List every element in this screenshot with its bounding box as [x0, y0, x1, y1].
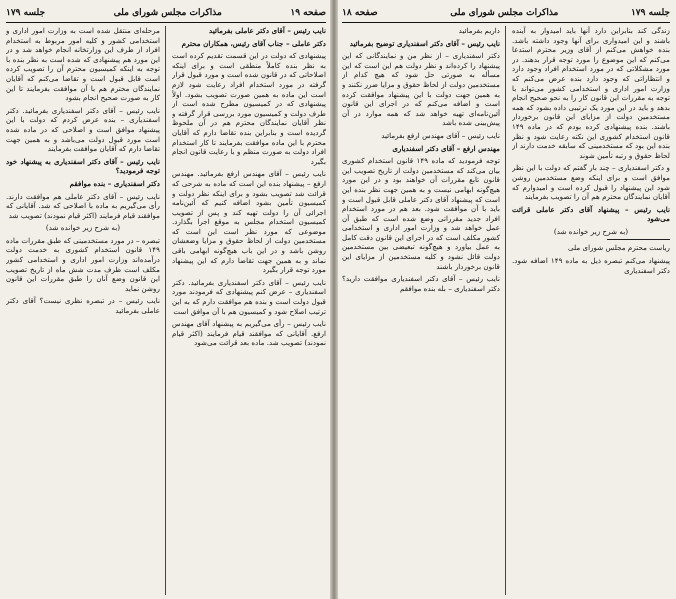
transcript-paragraph: نایب رئیس – آقای دکتر عاملی هم موافقت دارند. رأی می‌گیریم به ماده با اصلاحی که شد. آقایانی که موافقند قیام فرمایند (اکثر قیام نمودند) تصویب شد [6, 191, 160, 220]
header-page-label: صفحه ۱۸ [342, 8, 378, 18]
transcript-paragraph: داریم بفرمائید [458, 26, 500, 35]
speaker-line: دکتر اسفندیاری – بنده موافقم [69, 178, 160, 188]
text-column [172, 26, 326, 595]
transcript-paragraph: نایب رئیس – آقای مهندس ارفع بفرمائید [381, 130, 500, 140]
header-session: جلسه ۱۷۹ [630, 8, 670, 18]
header-title: مذاکرات مجلس شورای ملی [450, 8, 559, 18]
text-column [342, 26, 506, 595]
transcript-paragraph: ریاست محترم مجلس شورای ملی [567, 243, 670, 253]
transcript-paragraph: پیشنهادی که دولت در این قسمت تقدیم کرده است به نظر بنده کاملاً منطقی است و برای اینکه اصلاحاتی که در قانون شده است و مورد قبول قرار گرفته در مورد استخدام افراد رعایت شود لازم است این ماده به همین صورت تصویب بشود. اولاً پیشنهادی که در کمیسیون مطرح شده است از طرف دولت و کمیسیون مورد بررسی قرار گرفته و نظر آقایان نمایندگان محترم هم در آن ملحوظ گردیده است و بنابراین بنده تقاضا دارم که آقایان محترم با این ماده موافقت بفرمایند تا کار استخدام افراد دولت به صورت منظم و با رعایت قانون انجام بگیرد [172, 51, 326, 166]
transcript-paragraph: دکتر اسفندیاری – از نظر من و نمایندگانی که این پیشنهاد را کرده‌اند و نظر دولت هم این است که این مسأله به صورتی حل شود که هیچ کدام از مستخدمین دولت از لحاظ حقوق و مزایا ضرر نکنند و به همین جهت دولت با این پیشنهاد موافقت کرده است و اضافه می‌کنم که در اجرای این قانون آئین‌نامه‌ای تهیه خواهد شد که همه موارد در آن پیش‌بینی شده باشد [342, 51, 500, 128]
transcript-paragraph: نایب رئیس – در تبصره نظری نیست؟ آقای دکتر عاملی بفرمائید [6, 296, 160, 316]
text-columns [342, 26, 670, 595]
divider [607, 239, 670, 240]
text-column [6, 26, 166, 595]
page-19 [0, 0, 332, 599]
transcript-paragraph: تبصره – در مورد مستخدمینی که طبق مقررات ماده ۱۴۹ قانون استخدام کشوری به خدمت دولت درآمده‌اند وزارت امور اداری و استخدامی کشور مکلف است ظرف مدت شش ماه از تاریخ تصویب این قانون وضع آنان را طبق مقررات این قانون روشن نماید [6, 235, 160, 293]
transcript-paragraph: مرحله‌ای منتقل شده است به وزارت امور اداری و استخدامی کشور و کلیه امور مربوط به استخدام افراد از طرف این وزارتخانه انجام خواهد شد و در این مورد هم پیشنهادی که شده است به نظر بنده با توجه به اینکه کمیسیون محترم آن را تصویب کرده است قابل قبول است و تقاضا می‌کنم که آقایان نمایندگان محترم هم با آن موافقت بفرمایند تا این کار به صورت صحیح انجام بشود [6, 26, 160, 103]
page-header [342, 6, 670, 23]
speaker-line: نایب رئیس – آقای دکتر اسفندیاری توضیح بفرمائید [349, 38, 500, 48]
header-page-label: صفحه ۱۹ [290, 8, 326, 18]
transcript-paragraph: نایب رئیس – رأی می‌گیریم به پیشنهاد آقای مهندس ارفع. آقایانی که موافقند قیام فرمایند (اکثر قیام نمودند) تصویب شد. ماده بعد قرائت می‌شود [172, 319, 326, 348]
transcript-paragraph: و دکتر اسفندیاری – چند بار گفتم که دولت با این نظر موافق است و برای اینکه وضع مستخدمین روشن شود این پیشنهاد را قبول کرده است و امیدوارم که آقایان نمایندگان محترم هم آن را تصویب بفرمایند [512, 163, 670, 202]
transcript-paragraph: نایب رئیس – آقای دکتر اسفندیاری بفرمائید. دکتر اسفندیاری – بنده عرض کردم که دولت با این پیشنهاد موافق است و اصلاحی که در ماده شده است مورد قبول دولت می‌باشد و به همین جهت تقاضا دارم که آقایان موافقت بفرمایند [6, 105, 160, 154]
speaker-line: نایب رئیس – پیشنهاد آقای دکتر عاملی قرائت می‌شود [512, 204, 670, 224]
text-columns [6, 26, 326, 595]
header-title: مذاکرات مجلس شورای ملی [113, 8, 222, 18]
transcript-paragraph: زندگی کند بنابراین دارد آنها باید امیدوار به آینده باشند و این امیدواری برای آنها وجود داشته باشد. بنده خواهش می‌کنم از آقای وزیر محترم استدعا می‌کنم که این موضوع را مورد توجه قرار بدهند. در مورد مشکلاتی که در مورد استخدام افراد وجود دارد و انتظاراتی که وجود دارد بنده عرض می‌کنم که وزارت امور اداری و استخدامی کشور می‌تواند با توجه به مقررات این قانون کار را به نحو صحیح انجام بدهد و باید در این مورد یک ترتیبی داده بشود که همه مستخدمین دولت از مزایای این قانون برخوردار باشند. بنده پیشنهادی کرده بودم که در ماده ۱۴۹ قانون استخدام کشوری این نکته رعایت شود و نظر بنده این بود که مستخدمینی که سابقه خدمت دارند از لحاظ حقوق و رتبه تأمین شوند [512, 26, 670, 160]
speaker-line: مهندس ارفع – آقای دکتر اسفندیاری [392, 143, 500, 153]
speaker-line: نایب رئیس – آقای دکتر عاملی بفرمائید [209, 26, 326, 35]
stage-note: (به شرح زیر خوانده شد) [553, 226, 629, 236]
text-column [512, 26, 670, 595]
page-18 [336, 0, 676, 599]
transcript-paragraph: توجه فرمودید که ماده ۱۴۹ قانون استخدام کشوری بیان می‌کند که مستخدمین دولت از تاریخ تصویب این قانون تابع مقررات آن خواهند بود و در این مورد هیچ‌گونه ابهامی نیست و به همین جهت نظر بنده این است که پیشنهاد آقای دکتر عاملی قابل قبول است و باید با آن موافقت شود. بعد هم در مورد استخدام افراد جدید مقرراتی وضع شده است که طبق آن عمل خواهد شد و وزارت امور اداری و استخدامی کشور مکلف است که در اجرای این قانون دقت کامل به عمل بیاورد و هیچ‌گونه تبعیضی بین مستخدمین دولت قائل نشود و کلیه مستخدمین از مزایای این قانون برخوردار باشند [342, 156, 500, 271]
transcript-paragraph: نایب رئیس – آقای مهندس ارفع بفرمائید. مهندس ارفع – پیشنهاد بنده این است که ماده به شرحی که قرائت شد تصویب بشود و برای اینکه نظر دولت و کمیسیون تأمین بشود اضافه کنیم که آئین‌نامه اجرائی آن را دولت تهیه کند و پس از تصویب کمیسیون استخدام مجلس به موقع اجرا بگذارد. موضوعی که مورد نظر است این است که مستخدمین دولت از لحاظ حقوق و مزایا وضعشان روشن باشد و در این باب هیچ‌گونه ابهامی باقی نماند و به همین جهت تقاضا دارم که این پیشنهاد مورد توجه قرار بگیرد [172, 169, 326, 275]
transcript-paragraph: نایب رئیس – آقای دکتر اسفندیاری موافقت دارید؟ دکتر اسفندیاری – بله بنده موافقم [342, 274, 500, 293]
transcript-paragraph: پیشنهاد می‌کنم تبصره ذیل به ماده ۱۴۹ اضافه شود. دکتر اسفندیاری [512, 256, 670, 275]
page-header [6, 6, 326, 23]
header-session: جلسه ۱۷۹ [6, 8, 46, 18]
stage-note: (به شرح زیر خوانده شد) [45, 223, 121, 233]
speaker-line: نایب رئیس – آقای دکتر اسفندیاری به پیشنهاد خود توجه فرمودید؟ [6, 156, 160, 176]
transcript-paragraph: نایب رئیس – آقای دکتر اسفندیاری بفرمائید. دکتر اسفندیاری – عرض کنم پیشنهادی که فرمودند مورد قبول دولت است و بنده هم موافقت دارم که به این ترتیب اصلاح شود و کمیسیون هم با آن موافق است [172, 277, 326, 316]
speaker-line: دکتر عاملی – جناب آقای رئیس، همکاران محترم [181, 38, 326, 48]
